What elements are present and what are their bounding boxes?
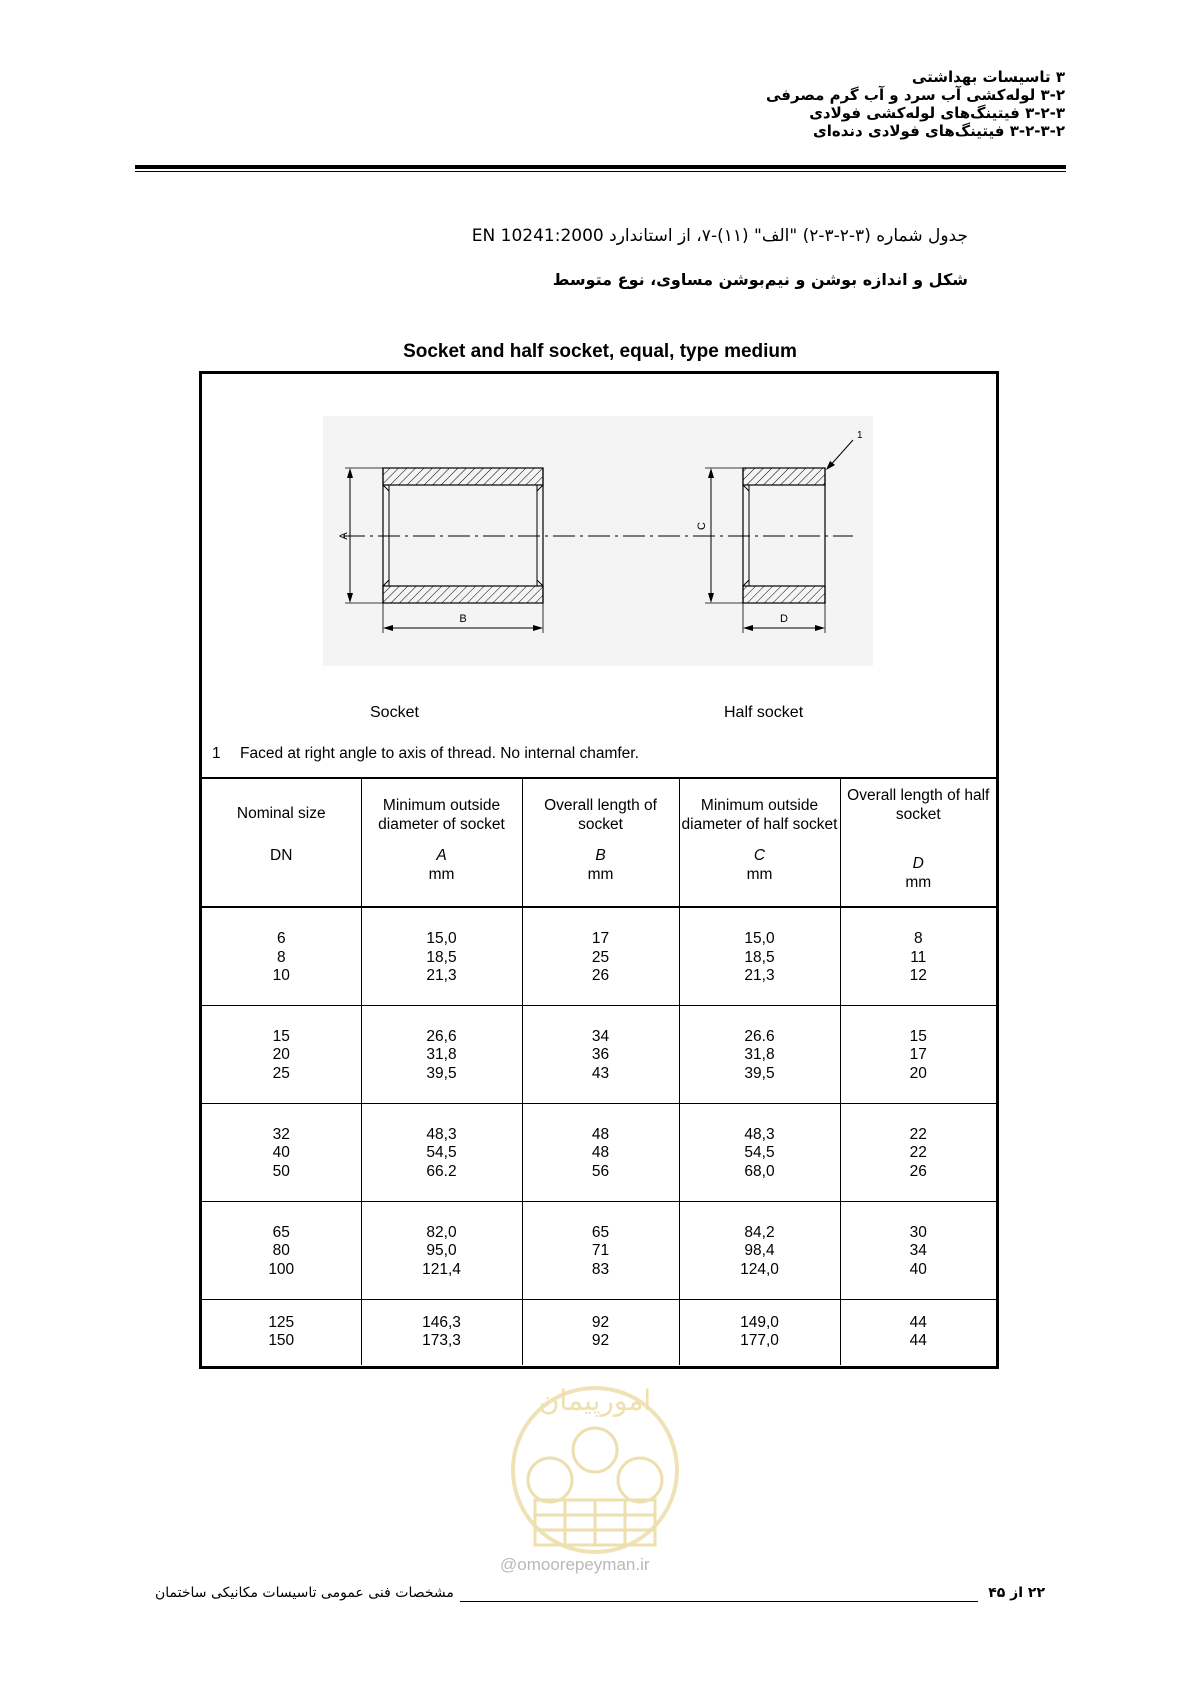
cell-value: 25 xyxy=(591,948,610,966)
table-cell-a xyxy=(361,1103,522,1201)
header-d-symbol: D xyxy=(912,855,924,872)
cell-value: 177,0 xyxy=(740,1332,779,1349)
table-cell-c xyxy=(679,1103,840,1201)
footer-document-title: مشخصات فنی عمومی تاسیسات مکانیکی ساختمان xyxy=(155,1585,454,1601)
header-rule-thick xyxy=(135,165,1066,169)
header-b-symbol: B xyxy=(595,847,606,864)
header-line-4: ۳-۲-۳-۲ فیتینگ‌های فولادی دنده‌ای xyxy=(812,122,1065,140)
cell-value: 21,3 xyxy=(744,967,775,984)
header-dn xyxy=(202,779,361,907)
cell-value: 22 xyxy=(909,1144,927,1161)
dimensions-table xyxy=(202,779,996,1365)
header-a-unit: mm xyxy=(428,865,455,883)
dim-b-label: B xyxy=(459,613,467,625)
cell-value: 36 xyxy=(591,1046,610,1063)
header-b-unit: mm xyxy=(587,865,614,883)
dim-a-label: A xyxy=(338,532,350,540)
header-dn-title: Nominal size xyxy=(236,805,326,822)
cell-value: 84,2 xyxy=(744,1223,775,1241)
cell-value: 8 xyxy=(276,948,286,966)
table-cell-dn xyxy=(202,1103,361,1201)
table-row-group xyxy=(202,1005,996,1103)
cell-value: 98,4 xyxy=(744,1242,775,1259)
cell-value: 173,3 xyxy=(422,1332,461,1349)
watermark-site: @omoorepeyman.ir xyxy=(500,1555,650,1574)
table-row-group xyxy=(202,907,996,1005)
cell-value: 40 xyxy=(272,1144,290,1161)
table-cell-dn xyxy=(202,1005,361,1103)
note-text: Faced at right angle to axis of thread. No internal chamfer. xyxy=(240,745,639,762)
table-subcaption: شکل و اندازه بوشن و نیم‌بوشن مساوی، نوع متوسط xyxy=(552,270,968,289)
cell-value: 10 xyxy=(272,967,290,984)
header-c-unit: mm xyxy=(746,865,773,883)
cell-value: 39,5 xyxy=(744,1064,775,1082)
dim-c-label: C xyxy=(696,522,708,530)
table-cell-b xyxy=(522,1005,679,1103)
cell-value: 20 xyxy=(272,1046,290,1063)
header-dn-unit: DN xyxy=(270,847,293,864)
caption-standard: EN 10241:2000 xyxy=(471,226,604,246)
cell-value: 82,0 xyxy=(426,1223,457,1241)
cell-value: 44 xyxy=(909,1332,927,1349)
table-cell-b xyxy=(522,1299,679,1365)
caption-prefix: جدول شماره (۳-۲-۳-۲) "الف" (۱۱)-۷، از استاندارد xyxy=(609,226,968,246)
header-d-title: Overall length of half socket xyxy=(847,787,990,823)
cell-value: 80 xyxy=(272,1242,290,1259)
cell-value: 12 xyxy=(909,967,927,984)
cell-value: 22 xyxy=(909,1125,927,1143)
watermark-logo xyxy=(475,1370,715,1560)
cell-value: 100 xyxy=(268,1260,295,1278)
cell-value: 17 xyxy=(591,930,610,947)
table-cell-c xyxy=(679,1201,840,1299)
page-number: ۲۲ از ۴۵ xyxy=(988,1585,1045,1601)
table-cell-a xyxy=(361,1201,522,1299)
section-header xyxy=(766,68,1065,140)
footer-rule xyxy=(460,1601,978,1602)
cell-value: 54,5 xyxy=(426,1144,457,1161)
table-cell-b xyxy=(522,1103,679,1201)
cell-value: 21,3 xyxy=(426,967,457,984)
cell-value: 17 xyxy=(909,1046,927,1063)
socket-drawing xyxy=(323,416,873,666)
table-cell-d xyxy=(840,1201,996,1299)
cell-value: 48 xyxy=(591,1144,610,1161)
header-b-title: Overall length of socket xyxy=(544,797,657,833)
label-socket: Socket xyxy=(370,704,419,721)
header-line-1: ۳ تاسیسات بهداشتی xyxy=(911,68,1065,86)
cell-value: 121,4 xyxy=(422,1260,461,1278)
cell-value: 92 xyxy=(591,1313,610,1331)
cell-value: 50 xyxy=(272,1162,290,1180)
header-a xyxy=(361,779,522,907)
table-body xyxy=(202,907,996,1365)
cell-value: 44 xyxy=(909,1313,927,1331)
table-cell-a xyxy=(361,1005,522,1103)
page-footer xyxy=(0,1585,1190,1609)
figure-note xyxy=(212,745,639,763)
cell-value: 54,5 xyxy=(744,1144,775,1161)
table-cell-b xyxy=(522,907,679,1005)
header-d-unit: mm xyxy=(905,873,932,891)
cell-value: 20 xyxy=(909,1064,927,1082)
cell-value: 40 xyxy=(909,1260,927,1278)
header-a-symbol: A xyxy=(436,847,447,864)
table-cell-c xyxy=(679,907,840,1005)
specification-table-frame xyxy=(199,371,999,1369)
cell-value: 95,0 xyxy=(426,1242,457,1259)
cell-value: 92 xyxy=(591,1332,610,1349)
cell-value: 125 xyxy=(268,1313,295,1331)
cell-value: 31,8 xyxy=(744,1046,775,1063)
cell-value: 26.6 xyxy=(744,1027,775,1045)
table-cell-b xyxy=(522,1201,679,1299)
cell-value: 65 xyxy=(591,1223,610,1241)
header-a-title: Minimum outside diameter of socket xyxy=(378,797,505,833)
label-half-socket: Half socket xyxy=(724,704,804,721)
cell-value: 32 xyxy=(272,1125,290,1143)
cell-value: 26,6 xyxy=(426,1027,457,1045)
cell-value: 8 xyxy=(913,930,923,947)
cell-value: 66.2 xyxy=(426,1162,457,1180)
table-cell-a xyxy=(361,1299,522,1365)
watermark-logo-text: امورپیمان xyxy=(538,1384,652,1417)
cell-value: 26 xyxy=(591,967,610,984)
cell-value: 48,3 xyxy=(744,1125,775,1143)
cell-value: 48 xyxy=(591,1125,610,1143)
cell-value: 15 xyxy=(909,1027,927,1045)
table-cell-d xyxy=(840,1299,996,1365)
table-header-row xyxy=(202,779,996,907)
note-number: 1 xyxy=(212,745,221,762)
cell-value: 124,0 xyxy=(740,1260,779,1278)
table-row-group xyxy=(202,1299,996,1365)
cell-value: 65 xyxy=(272,1223,290,1241)
cell-value: 34 xyxy=(591,1027,610,1045)
header-c-symbol: C xyxy=(753,847,766,864)
cell-value: 6 xyxy=(276,930,286,947)
cell-value: 83 xyxy=(591,1260,610,1278)
header-c xyxy=(679,779,840,907)
table-row-group xyxy=(202,1103,996,1201)
cell-value: 146,3 xyxy=(422,1313,461,1331)
table-cell-c xyxy=(679,1005,840,1103)
cell-value: 39,5 xyxy=(426,1064,457,1082)
cell-value: 15 xyxy=(272,1027,290,1045)
cell-value: 30 xyxy=(909,1223,927,1241)
cell-value: 15,0 xyxy=(426,930,457,947)
cell-value: 25 xyxy=(272,1064,290,1082)
cell-value: 48,3 xyxy=(426,1125,457,1143)
header-d xyxy=(840,779,996,907)
header-line-3: ۳-۲-۳ فیتینگ‌های لوله‌کشی فولادی xyxy=(809,104,1065,122)
cell-value: 149,0 xyxy=(740,1313,779,1331)
cell-value: 26 xyxy=(909,1162,927,1180)
dim-d-label: D xyxy=(780,613,788,625)
table-cell-d xyxy=(840,1005,996,1103)
header-c-title: Minimum outside diameter of half socket xyxy=(681,797,838,833)
table-cell-c xyxy=(679,1299,840,1365)
cell-value: 71 xyxy=(591,1242,610,1259)
table-cell-d xyxy=(840,907,996,1005)
header-b xyxy=(522,779,679,907)
callout-number: 1 xyxy=(857,430,863,441)
header-line-2: ۳-۲ لوله‌کشی آب سرد و آب گرم مصرفی xyxy=(765,86,1065,104)
table-cell-dn xyxy=(202,907,361,1005)
cell-value: 31,8 xyxy=(426,1046,457,1063)
figure-area xyxy=(202,374,996,778)
table-cell-d xyxy=(840,1103,996,1201)
cell-value: 15,0 xyxy=(744,930,775,947)
table-cell-dn xyxy=(202,1299,361,1365)
cell-value: 11 xyxy=(910,948,927,966)
cell-value: 43 xyxy=(591,1064,610,1082)
cell-value: 34 xyxy=(909,1242,927,1259)
header-rule-thin xyxy=(135,171,1066,172)
table-cell-a xyxy=(361,907,522,1005)
table-cell-dn xyxy=(202,1201,361,1299)
cell-value: 56 xyxy=(591,1162,610,1180)
table-row-group xyxy=(202,1201,996,1299)
cell-value: 18,5 xyxy=(426,948,457,966)
cell-value: 150 xyxy=(268,1332,295,1349)
table-title: Socket and half socket, equal, type medium xyxy=(403,341,797,362)
cell-value: 18,5 xyxy=(744,948,775,966)
table-caption xyxy=(472,226,968,246)
cell-value: 68,0 xyxy=(744,1162,775,1180)
